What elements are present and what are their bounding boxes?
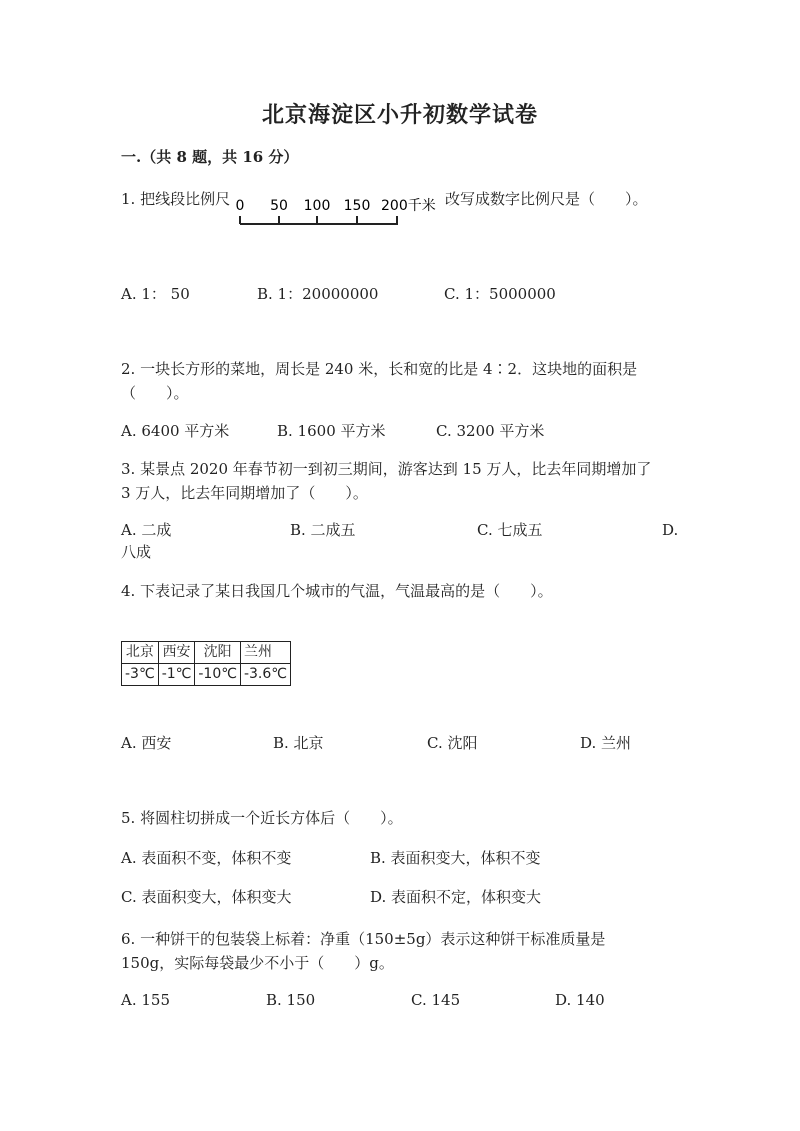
scale-label-150: 150 xyxy=(343,198,371,214)
q6-line2: 150g，实际每袋最少不小于（ ）g。 xyxy=(121,954,394,972)
section-header: 一.（共 8 题，共 16 分） xyxy=(121,148,299,166)
q3-option-d-label: D. xyxy=(662,521,679,539)
table-cell-temp: -3.6℃ xyxy=(240,664,290,686)
q5-option-c: C. 表面积变大，体积变大 xyxy=(121,888,292,906)
q3-line1: 3. 某景点 2020 年春节初一到初三期间，游客达到 15 万人，比去年同期增加了 xyxy=(121,460,652,478)
table-cell-temp: -3℃ xyxy=(122,664,159,686)
q1-suffix: 改写成数字比例尺是（ ）。 xyxy=(445,190,648,208)
scale-label-100: 100 xyxy=(303,198,331,214)
q5-option-a: A. 表面积不变，体积不变 xyxy=(121,849,292,867)
q2-line1: 2. 一块长方形的菜地，周长是 240 米，长和宽的比是 4∶2．这块地的面积是 xyxy=(121,360,638,378)
q4-option-c: C. 沈阳 xyxy=(427,734,478,752)
table-row-cities xyxy=(122,642,291,664)
q4-option-d: D. 兰州 xyxy=(580,734,632,752)
table-cell-city: 兰州 xyxy=(240,642,290,664)
q4-text: 4. 下表记录了某日我国几个城市的气温，气温最高的是（ ）。 xyxy=(121,582,553,600)
q6-option-c: C. 145 xyxy=(411,991,461,1009)
q3-line2: 3 万人，比去年同期增加了（ ）。 xyxy=(121,484,368,502)
q4-option-b: B. 北京 xyxy=(273,734,324,752)
q1-option-c: C. 1：5000000 xyxy=(444,285,556,303)
table-cell-temp: -10℃ xyxy=(195,664,241,686)
q3-option-b: B. 二成五 xyxy=(290,521,356,539)
q2-option-c: C. 3200 平方米 xyxy=(436,422,545,440)
table-cell-city: 北京 xyxy=(122,642,159,664)
table-cell-temp: -1℃ xyxy=(158,664,195,686)
q2-line2: （ ）。 xyxy=(121,384,189,402)
table-cell-city: 沈阳 xyxy=(195,642,241,664)
q5-option-b: B. 表面积变大，体积不变 xyxy=(370,849,541,867)
q5-text: 5. 将圆柱切拼成一个近长方体后（ ）。 xyxy=(121,809,403,827)
exam-title: 北京海淀区小升初数学试卷 xyxy=(261,102,538,128)
q6-option-a: A. 155 xyxy=(121,991,170,1009)
line-scale-figure xyxy=(236,194,446,228)
table-row-temps xyxy=(122,664,291,686)
scale-label-0: 0 xyxy=(236,198,245,214)
scale-label-50: 50 xyxy=(270,198,288,214)
q6-line1: 6. 一种饼干的包装袋上标着：净重（150±5g）表示这种饼干标准质量是 xyxy=(121,930,606,948)
scale-label-200: 200千米 xyxy=(381,198,436,214)
q4-option-a: A. 西安 xyxy=(121,734,172,752)
q5-option-d: D. 表面积不定，体积变大 xyxy=(370,888,542,906)
q2-option-b: B. 1600 平方米 xyxy=(277,422,386,440)
q3-option-c: C. 七成五 xyxy=(477,521,543,539)
q3-option-a: A. 二成 xyxy=(121,521,172,539)
q1-prefix: 1. 把线段比例尺 xyxy=(121,190,231,208)
q6-option-d: D. 140 xyxy=(555,991,605,1009)
q2-option-a: A. 6400 平方米 xyxy=(121,422,230,440)
city-temperature-table xyxy=(121,641,291,686)
q3-option-d-text: 八成 xyxy=(121,543,152,561)
q1-option-b: B. 1：20000000 xyxy=(257,285,379,303)
table-cell-city: 西安 xyxy=(158,642,195,664)
q6-option-b: B. 150 xyxy=(266,991,316,1009)
q1-option-a: A. 1： 50 xyxy=(121,285,190,303)
